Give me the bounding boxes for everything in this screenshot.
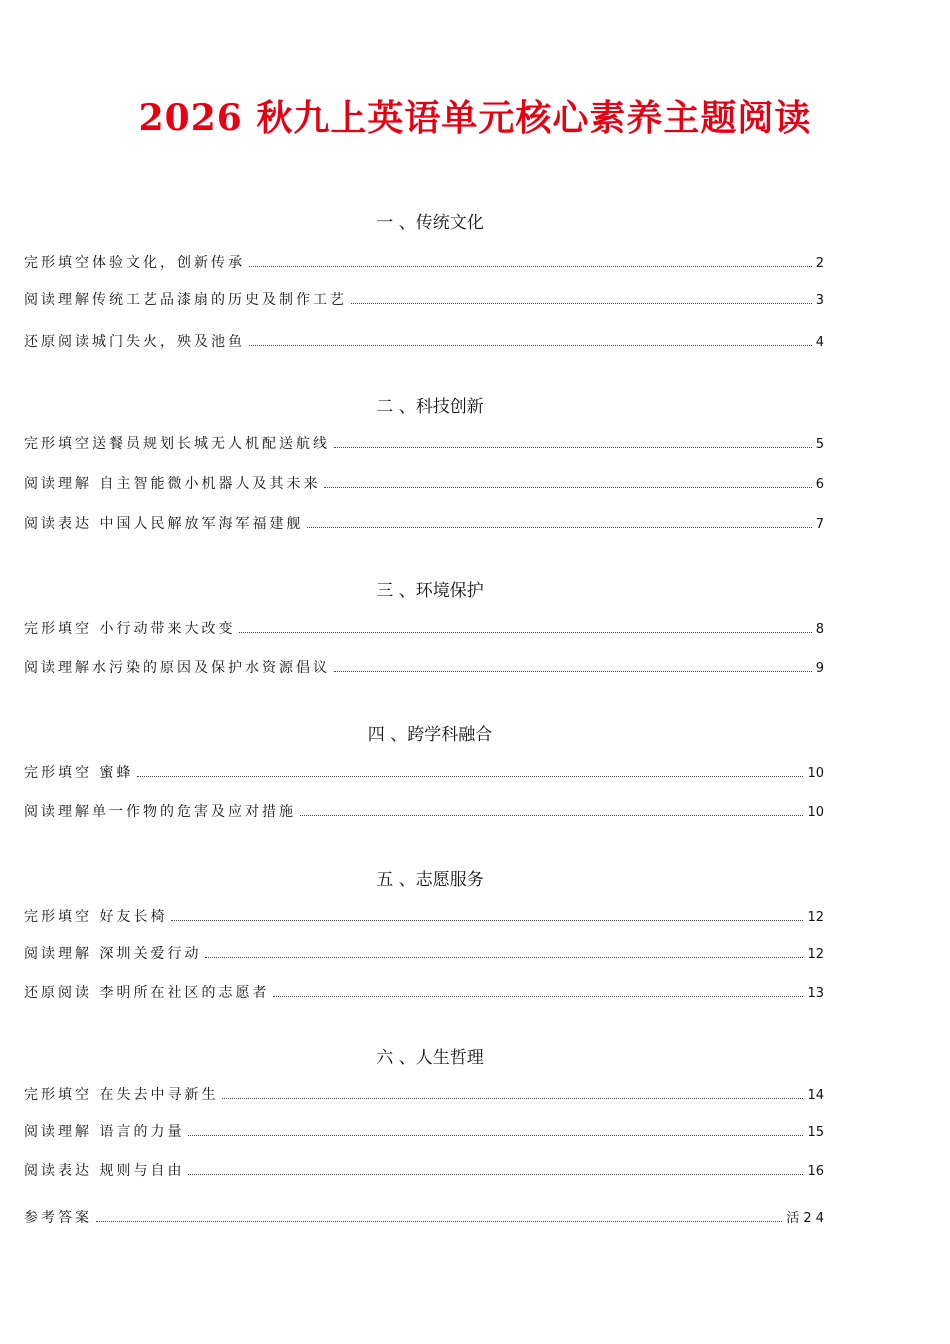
section-heading-volunteering: 五 、志愿服务 bbox=[376, 870, 484, 890]
toc-entry-label: 完形填空 小行动带来大改变 bbox=[24, 621, 236, 637]
dot-leader bbox=[351, 302, 812, 304]
toc-entry-label: 阅读理解水污染的原因及保护水资源倡议 bbox=[24, 660, 330, 676]
toc-entry-page: 7 bbox=[815, 517, 824, 532]
dot-leader bbox=[307, 526, 811, 528]
toc-entry-page: 10 bbox=[807, 805, 824, 820]
toc-entry-label: 阅读理解 语言的力量 bbox=[24, 1124, 185, 1140]
toc-entry-page: 14 bbox=[807, 1088, 824, 1103]
toc-entry[interactable] bbox=[24, 982, 824, 1002]
toc-entry-page: 15 bbox=[807, 1125, 824, 1140]
toc-entry[interactable] bbox=[24, 1160, 824, 1180]
toc-entry-page: 9 bbox=[815, 661, 824, 676]
toc-entry-label: 完形填空 好友长椅 bbox=[24, 909, 168, 925]
toc-entry-page: 10 bbox=[807, 766, 824, 781]
toc-entry-page: 12 bbox=[807, 947, 824, 962]
dot-leader bbox=[96, 1220, 782, 1222]
toc-entry[interactable] bbox=[24, 1121, 824, 1141]
dot-leader bbox=[300, 814, 803, 816]
toc-entry-page: 8 bbox=[815, 622, 824, 637]
toc-entry-page: 13 bbox=[807, 986, 824, 1001]
toc-entry[interactable] bbox=[24, 433, 824, 453]
toc-entry[interactable] bbox=[24, 473, 824, 493]
toc-entry-label: 阅读理解传统工艺品漆扇的历史及制作工艺 bbox=[24, 292, 347, 308]
dot-leader bbox=[334, 446, 812, 448]
toc-entry-label: 完形填空 在失去中寻新生 bbox=[24, 1087, 219, 1103]
section-heading-technology: 二 、科技创新 bbox=[376, 397, 484, 417]
dot-leader bbox=[188, 1134, 803, 1136]
toc-entry-label: 完形填空体验文化，创新传承 bbox=[24, 255, 245, 271]
dot-leader bbox=[188, 1173, 803, 1175]
toc-entry[interactable] bbox=[24, 252, 824, 272]
dot-leader bbox=[171, 919, 803, 921]
toc-entry-page: 6 bbox=[815, 477, 824, 492]
dot-leader bbox=[137, 775, 803, 777]
toc-entry[interactable] bbox=[24, 289, 824, 309]
dot-leader bbox=[249, 265, 812, 267]
toc-entry[interactable] bbox=[24, 762, 824, 782]
toc-entry[interactable] bbox=[24, 1084, 824, 1104]
toc-entry[interactable] bbox=[24, 657, 824, 677]
toc-entry[interactable] bbox=[24, 906, 824, 926]
section-heading-traditional-culture: 一 、传统文化 bbox=[376, 213, 484, 233]
section-heading-life-philosophy: 六 、人生哲理 bbox=[376, 1048, 484, 1068]
toc-entry-label: 还原阅读 李明所在社区的志愿者 bbox=[24, 985, 270, 1001]
toc-entry-label: 阅读表达 规则与自由 bbox=[24, 1163, 185, 1179]
toc-entry-label: 还原阅读城门失火，殃及池鱼 bbox=[24, 334, 245, 350]
dot-leader bbox=[273, 995, 803, 997]
section-heading-interdisciplinary: 四 、跨学科融合 bbox=[367, 725, 493, 745]
toc-entry-label: 参考答案 bbox=[24, 1210, 92, 1226]
toc-entry-label: 完形填空 蜜蜂 bbox=[24, 765, 134, 781]
toc-entry-label: 阅读表达 中国人民解放军海军福建舰 bbox=[24, 516, 304, 532]
toc-entry-page: 3 bbox=[815, 293, 824, 308]
toc-entry-label: 完形填空送餐员规划长城无人机配送航线 bbox=[24, 436, 330, 452]
toc-entry[interactable] bbox=[24, 801, 824, 821]
toc-entry-label: 阅读理解 自主智能微小机器人及其未来 bbox=[24, 476, 321, 492]
toc-entry-page: 4 bbox=[815, 335, 824, 350]
toc-entry-page: 活 2 4 bbox=[786, 1211, 824, 1226]
toc-entry[interactable] bbox=[24, 513, 824, 533]
document-title: 2026 秋九上英语单元核心素养主题阅读 bbox=[138, 97, 812, 139]
toc-entry-page: 2 bbox=[815, 256, 824, 271]
toc-entry-page: 16 bbox=[807, 1164, 824, 1179]
dot-leader bbox=[205, 956, 803, 958]
dot-leader bbox=[324, 486, 811, 488]
toc-entry[interactable] bbox=[24, 331, 824, 351]
dot-leader bbox=[249, 344, 812, 346]
dot-leader bbox=[222, 1097, 803, 1099]
toc-entry-label: 阅读理解 深圳关爱行动 bbox=[24, 946, 202, 962]
toc-entry-answers[interactable] bbox=[24, 1207, 824, 1227]
toc-entry-page: 12 bbox=[807, 910, 824, 925]
toc-entry[interactable] bbox=[24, 943, 824, 963]
toc-entry[interactable] bbox=[24, 618, 824, 638]
toc-entry-page: 5 bbox=[815, 437, 824, 452]
section-heading-environment: 三 、环境保护 bbox=[376, 581, 484, 601]
dot-leader bbox=[239, 631, 811, 633]
dot-leader bbox=[334, 670, 812, 672]
toc-entry-label: 阅读理解单一作物的危害及应对措施 bbox=[24, 804, 296, 820]
